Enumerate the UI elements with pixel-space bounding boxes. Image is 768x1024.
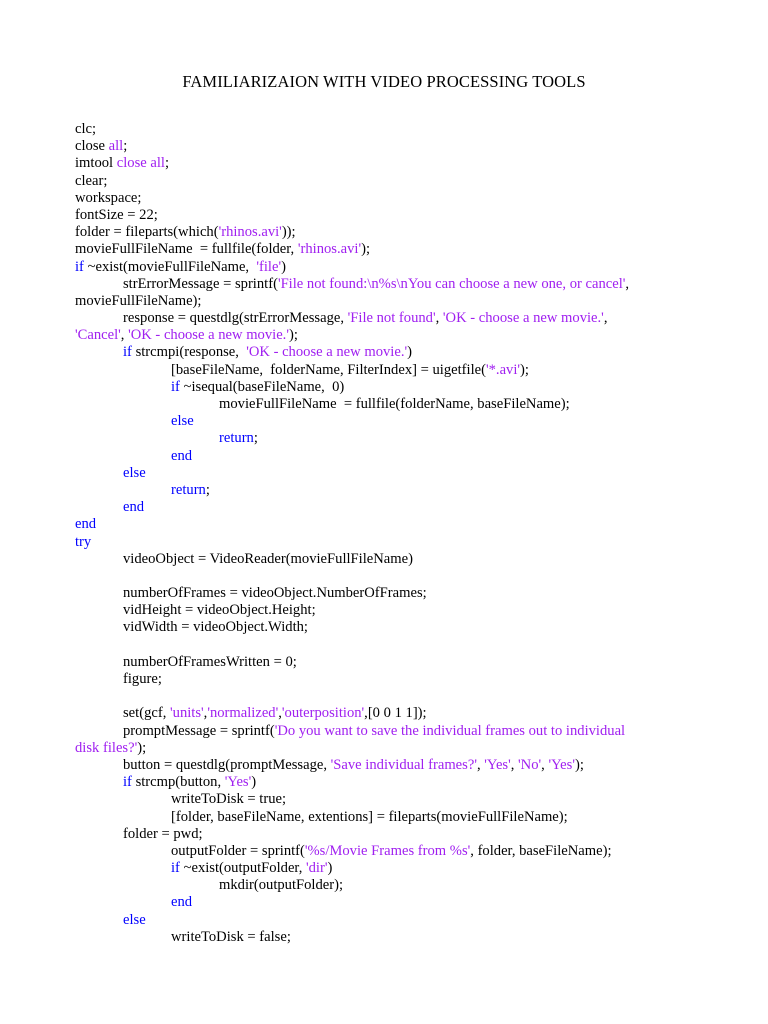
code-line <box>75 190 685 207</box>
code-text: , <box>203 705 208 722</box>
code-text: ); <box>137 739 147 756</box>
code-text: , <box>510 756 519 773</box>
code-string: 'No' <box>518 756 542 773</box>
code-string: 'dir' <box>306 860 328 877</box>
code-line <box>75 207 685 224</box>
code-text: strcmp(button, <box>131 774 225 791</box>
code-text: imtool <box>75 155 117 172</box>
code-text: , folder, baseFileName); <box>470 842 612 859</box>
code-text: ,[0 0 1 1]); <box>364 705 427 722</box>
code-string: 'file' <box>256 258 282 275</box>
code-line <box>75 310 685 327</box>
code-text: ); <box>361 241 371 258</box>
code-text: movieFullFileName = fullfile(folderName, baseFileName); <box>219 396 570 412</box>
code-string: close all <box>116 155 165 172</box>
code-text: set(gcf, <box>123 705 171 722</box>
code-line <box>75 740 685 757</box>
code-string: '*.avi' <box>486 361 521 378</box>
code-line <box>75 912 685 929</box>
code-string: '%s/Movie Frames from %s' <box>304 842 471 859</box>
code-keyword: if <box>123 774 132 791</box>
code-text: ; <box>123 138 128 155</box>
code-text: , <box>120 327 129 344</box>
code-text: strcmpi(response, <box>131 344 247 361</box>
code-text: , <box>625 275 630 292</box>
code-line <box>75 791 685 808</box>
code-keyword: if <box>75 258 84 275</box>
code-text: clc; <box>75 121 97 137</box>
code-line <box>75 362 685 379</box>
code-line <box>75 809 685 826</box>
code-string: disk files?' <box>75 739 138 756</box>
code-text: figure; <box>123 671 162 687</box>
code-text: movieFullFileName); <box>75 292 202 309</box>
code-text: folder = pwd; <box>123 825 203 842</box>
code-keyword: return <box>219 430 254 447</box>
code-keyword: if <box>171 860 180 877</box>
code-text: outputFolder = sprintf( <box>171 842 305 859</box>
code-text: ) <box>327 860 333 877</box>
code-text: writeToDisk = true; <box>171 791 287 808</box>
code-text: ) <box>281 258 286 275</box>
code-text: promptMessage = sprintf( <box>123 722 275 739</box>
code-text: clear; <box>75 172 108 189</box>
code-line <box>75 843 685 860</box>
code-line <box>75 259 685 276</box>
code-string: 'normalized' <box>207 705 279 722</box>
code-line <box>75 585 685 602</box>
code-line <box>75 688 685 705</box>
code-line <box>75 396 685 413</box>
code-line <box>75 379 685 396</box>
code-text: ) <box>407 344 412 361</box>
code-text: movieFullFileName = fullfile(folder, <box>75 241 298 258</box>
code-keyword: try <box>75 533 92 550</box>
code-string: 'File not found' <box>347 310 436 327</box>
code-text: button = questdlg(promptMessage, <box>123 756 331 773</box>
code-text: response = questdlg(strErrorMessage, <box>123 310 348 327</box>
code-line <box>75 705 685 722</box>
code-keyword: end <box>171 894 193 911</box>
code-text: ; <box>253 430 258 447</box>
code-text: videoObject = VideoReader(movieFullFileName) <box>123 550 413 567</box>
code-keyword: else <box>123 911 146 928</box>
code-keyword: end <box>171 447 193 464</box>
code-text: ) <box>251 774 257 791</box>
code-text: , <box>476 756 485 773</box>
code-line <box>75 774 685 791</box>
code-line <box>75 327 685 344</box>
code-string: 'OK - choose a new movie.' <box>246 344 408 361</box>
code-line <box>75 344 685 361</box>
code-text: ; <box>165 155 170 172</box>
code-text: close <box>75 138 109 155</box>
code-line <box>75 723 685 740</box>
code-keyword: end <box>75 516 97 533</box>
code-line <box>75 138 685 155</box>
code-line <box>75 241 685 258</box>
code-string: 'Yes' <box>224 774 252 791</box>
code-string: 'File not found:\n%s\nYou can choose a new one, or cancel' <box>277 275 626 292</box>
code-line <box>75 894 685 911</box>
code-string: 'Yes' <box>484 756 511 773</box>
code-keyword: if <box>171 378 180 395</box>
code-line <box>75 619 685 636</box>
code-line <box>75 121 685 138</box>
code-text: folder = fileparts(which( <box>75 224 219 241</box>
code-string: 'Do you want to save the individual frames out to individual <box>274 722 626 739</box>
code-keyword: else <box>123 464 146 481</box>
code-line <box>75 929 685 946</box>
code-line <box>75 430 685 447</box>
code-text: , <box>278 705 282 722</box>
code-line <box>75 448 685 465</box>
code-text: ~exist(movieFullFileName, <box>83 258 257 275</box>
code-line <box>75 602 685 619</box>
code-text: mkdir(outputFolder); <box>219 877 344 894</box>
code-string: 'Cancel' <box>75 327 121 344</box>
code-text: ~isequal(baseFileName, 0) <box>179 378 345 395</box>
code-string: 'OK - choose a new movie.' <box>442 310 604 327</box>
code-line <box>75 757 685 774</box>
code-text: [folder, baseFileName, extentions] = fileparts(movieFullFileName); <box>171 808 568 825</box>
code-text: , <box>435 310 443 327</box>
code-line <box>75 671 685 688</box>
code-keyword: return <box>171 481 206 498</box>
code-string: all <box>108 138 124 155</box>
code-text: ); <box>520 361 529 378</box>
code-text: vidWidth = videoObject.Width; <box>123 619 308 636</box>
code-line <box>75 465 685 482</box>
code-text: )); <box>281 224 296 241</box>
code-line <box>75 826 685 843</box>
code-string: 'outerposition' <box>281 705 365 722</box>
code-keyword: else <box>171 413 194 430</box>
code-string: 'Save individual frames?' <box>330 756 477 773</box>
code-line <box>75 860 685 877</box>
code-text: [baseFileName, folderName, FilterIndex] = uigetfile( <box>171 361 486 378</box>
code-line <box>75 499 685 516</box>
code-line <box>75 293 685 310</box>
code-keyword: end <box>123 499 145 516</box>
code-string: 'units' <box>170 705 204 722</box>
code-line <box>75 155 685 172</box>
code-text: ~exist(outputFolder, <box>179 860 306 877</box>
code-text: fontSize = 22; <box>75 206 158 223</box>
code-text: , <box>603 310 608 327</box>
code-line <box>75 637 685 654</box>
code-line <box>75 173 685 190</box>
code-text: workspace; <box>75 189 142 206</box>
code-line <box>75 413 685 430</box>
code-string: 'OK - choose a new movie.' <box>128 327 289 344</box>
code-text: numberOfFrames = videoObject.NumberOfFrames; <box>123 585 427 602</box>
code-line <box>75 224 685 241</box>
code-line <box>75 568 685 585</box>
page-title: FAMILIARIZAION WITH VIDEO PROCESSING TOOLS <box>182 72 586 91</box>
code-text: ); <box>574 756 584 773</box>
code-text: strErrorMessage = sprintf( <box>123 275 278 292</box>
code-text: writeToDisk = false; <box>171 928 291 945</box>
code-line <box>75 276 685 293</box>
code-string: 'Yes' <box>548 756 575 773</box>
code-line <box>75 516 685 533</box>
code-line <box>75 534 685 551</box>
code-line <box>75 482 685 499</box>
code-line <box>75 877 685 894</box>
code-text: vidHeight = videoObject.Height; <box>123 602 316 619</box>
code-text: ; <box>205 481 210 498</box>
code-listing <box>75 121 685 946</box>
code-text: ); <box>288 327 298 344</box>
code-text: numberOfFramesWritten = 0; <box>123 653 297 670</box>
code-keyword: if <box>123 344 132 361</box>
code-text: , <box>541 756 549 773</box>
code-line <box>75 551 685 568</box>
code-string: 'rhinos.avi' <box>218 224 282 241</box>
code-line <box>75 654 685 671</box>
code-string: 'rhinos.avi' <box>297 241 362 258</box>
